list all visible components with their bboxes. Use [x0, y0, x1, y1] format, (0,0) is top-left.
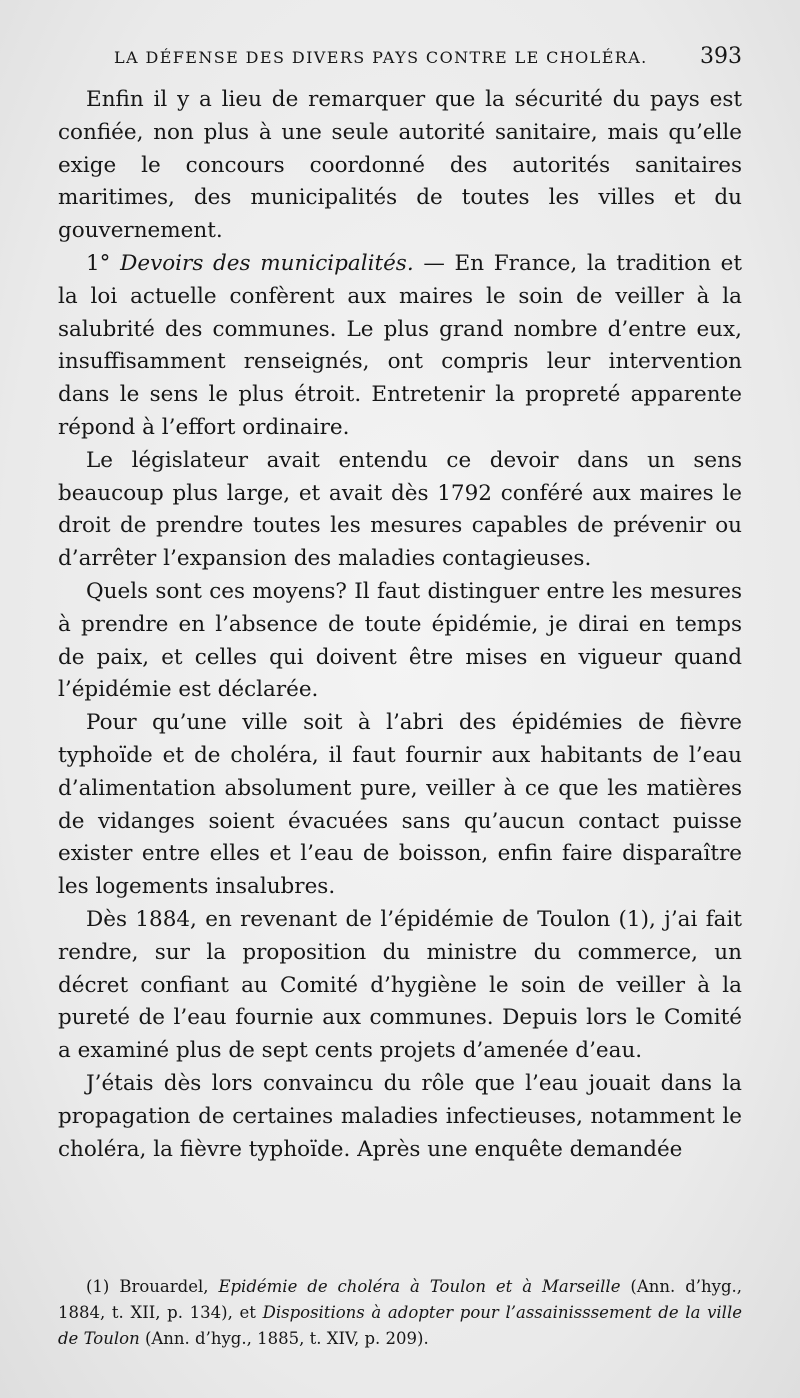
- paragraph-toulon: Dès 1884, en revenant de l’épidémie de Toulon (1), j’ai fait rendre, sur la proposition du ministre du commerce, un décret confiant au Comité d’hygiène le soin de veiller à la pureté de l’eau fournie aux communes. Depuis lors le Comité a examiné plus de sept cents projets d’amenée d’eau.: [58, 906, 742, 1064]
- body-text: [58, 84, 742, 1166]
- footnotes: [58, 1274, 742, 1352]
- footnote-ref-2: (Ann. d’hyg., 1885, t. XIV, p. 209).: [144, 1329, 429, 1348]
- footnote-title-2: Dispositions à adopter pour l’assainisssement de la ville de Toulon: [58, 1303, 743, 1348]
- paragraph-water: Pour qu’une ville soit à l’abri des épidémies de fièvre typhoïde et de choléra, il faut fournir aux habitants de l’eau d’alimentation absolument pure, veiller à ce que les matières de vidanges soient évacuées sans qu’aucun contact puisse exister entre elles et l’eau de boisson, enfin faire disparaître les logements insalubres.: [58, 710, 742, 900]
- running-title: LA DÉFENSE DES DIVERS PAYS CONTRE LE CHOLÉRA.: [114, 48, 648, 67]
- section-number: 1°: [86, 250, 111, 276]
- section-text: — En France, la tradition et la loi actuelle confèrent aux maires le soin de veiller à la salubrité des communes. Le plus grand nombre d’entre eux, insuffisamment renseignés, ont compris leur intervention dans le sens le plus étroit. Entretenir la propreté apparente répond à l’effort ordinaire.: [58, 250, 742, 440]
- paragraph-conviction: J’étais dès lors convaincu du rôle que l’eau jouait dans la propagation de certaines maladies infectieuses, notamment le choléra, la fièvre typhoïde. Après une enquête demandée: [58, 1070, 742, 1162]
- footnote-author: Brouardel,: [119, 1277, 209, 1296]
- footnote-marker: (1): [86, 1277, 110, 1296]
- footnote-1: [58, 1274, 742, 1352]
- footnote-title-1: Epidémie de choléra à Toulon et à Marseille: [218, 1277, 621, 1296]
- paragraph-measures: Quels sont ces moyens? Il faut distinguer entre les mesures à prendre en l’absence de toute épidémie, je dirai en temps de paix, et celles qui doivent être mises en vigueur quand l’épidémie est déclarée.: [58, 578, 742, 703]
- footnote-ref-1: (Ann. d’hyg., 1884, t. XII, p. 134), et: [58, 1277, 743, 1322]
- page-number: 393: [700, 44, 742, 69]
- section-paragraph: [58, 248, 742, 445]
- paragraph-intro: Enfin il y a lieu de remarquer que la sécurité du pays est confiée, non plus à une seule autorité sanitaire, mais qu’elle exige le concours coordonné des autorités sanitaires maritimes, des municipalités de toutes les villes et du gouvernement.: [58, 87, 742, 244]
- section-heading: Devoirs des municipalités.: [120, 250, 414, 276]
- paragraph-legislator: Le législateur avait entendu ce devoir dans un sens beaucoup plus large, et avait dès 1792 conféré aux maires le droit de prendre toutes les mesures capables de prévenir ou d’arrêter l’expansion des maladies contagieuses.: [58, 447, 742, 572]
- running-header: [114, 44, 742, 80]
